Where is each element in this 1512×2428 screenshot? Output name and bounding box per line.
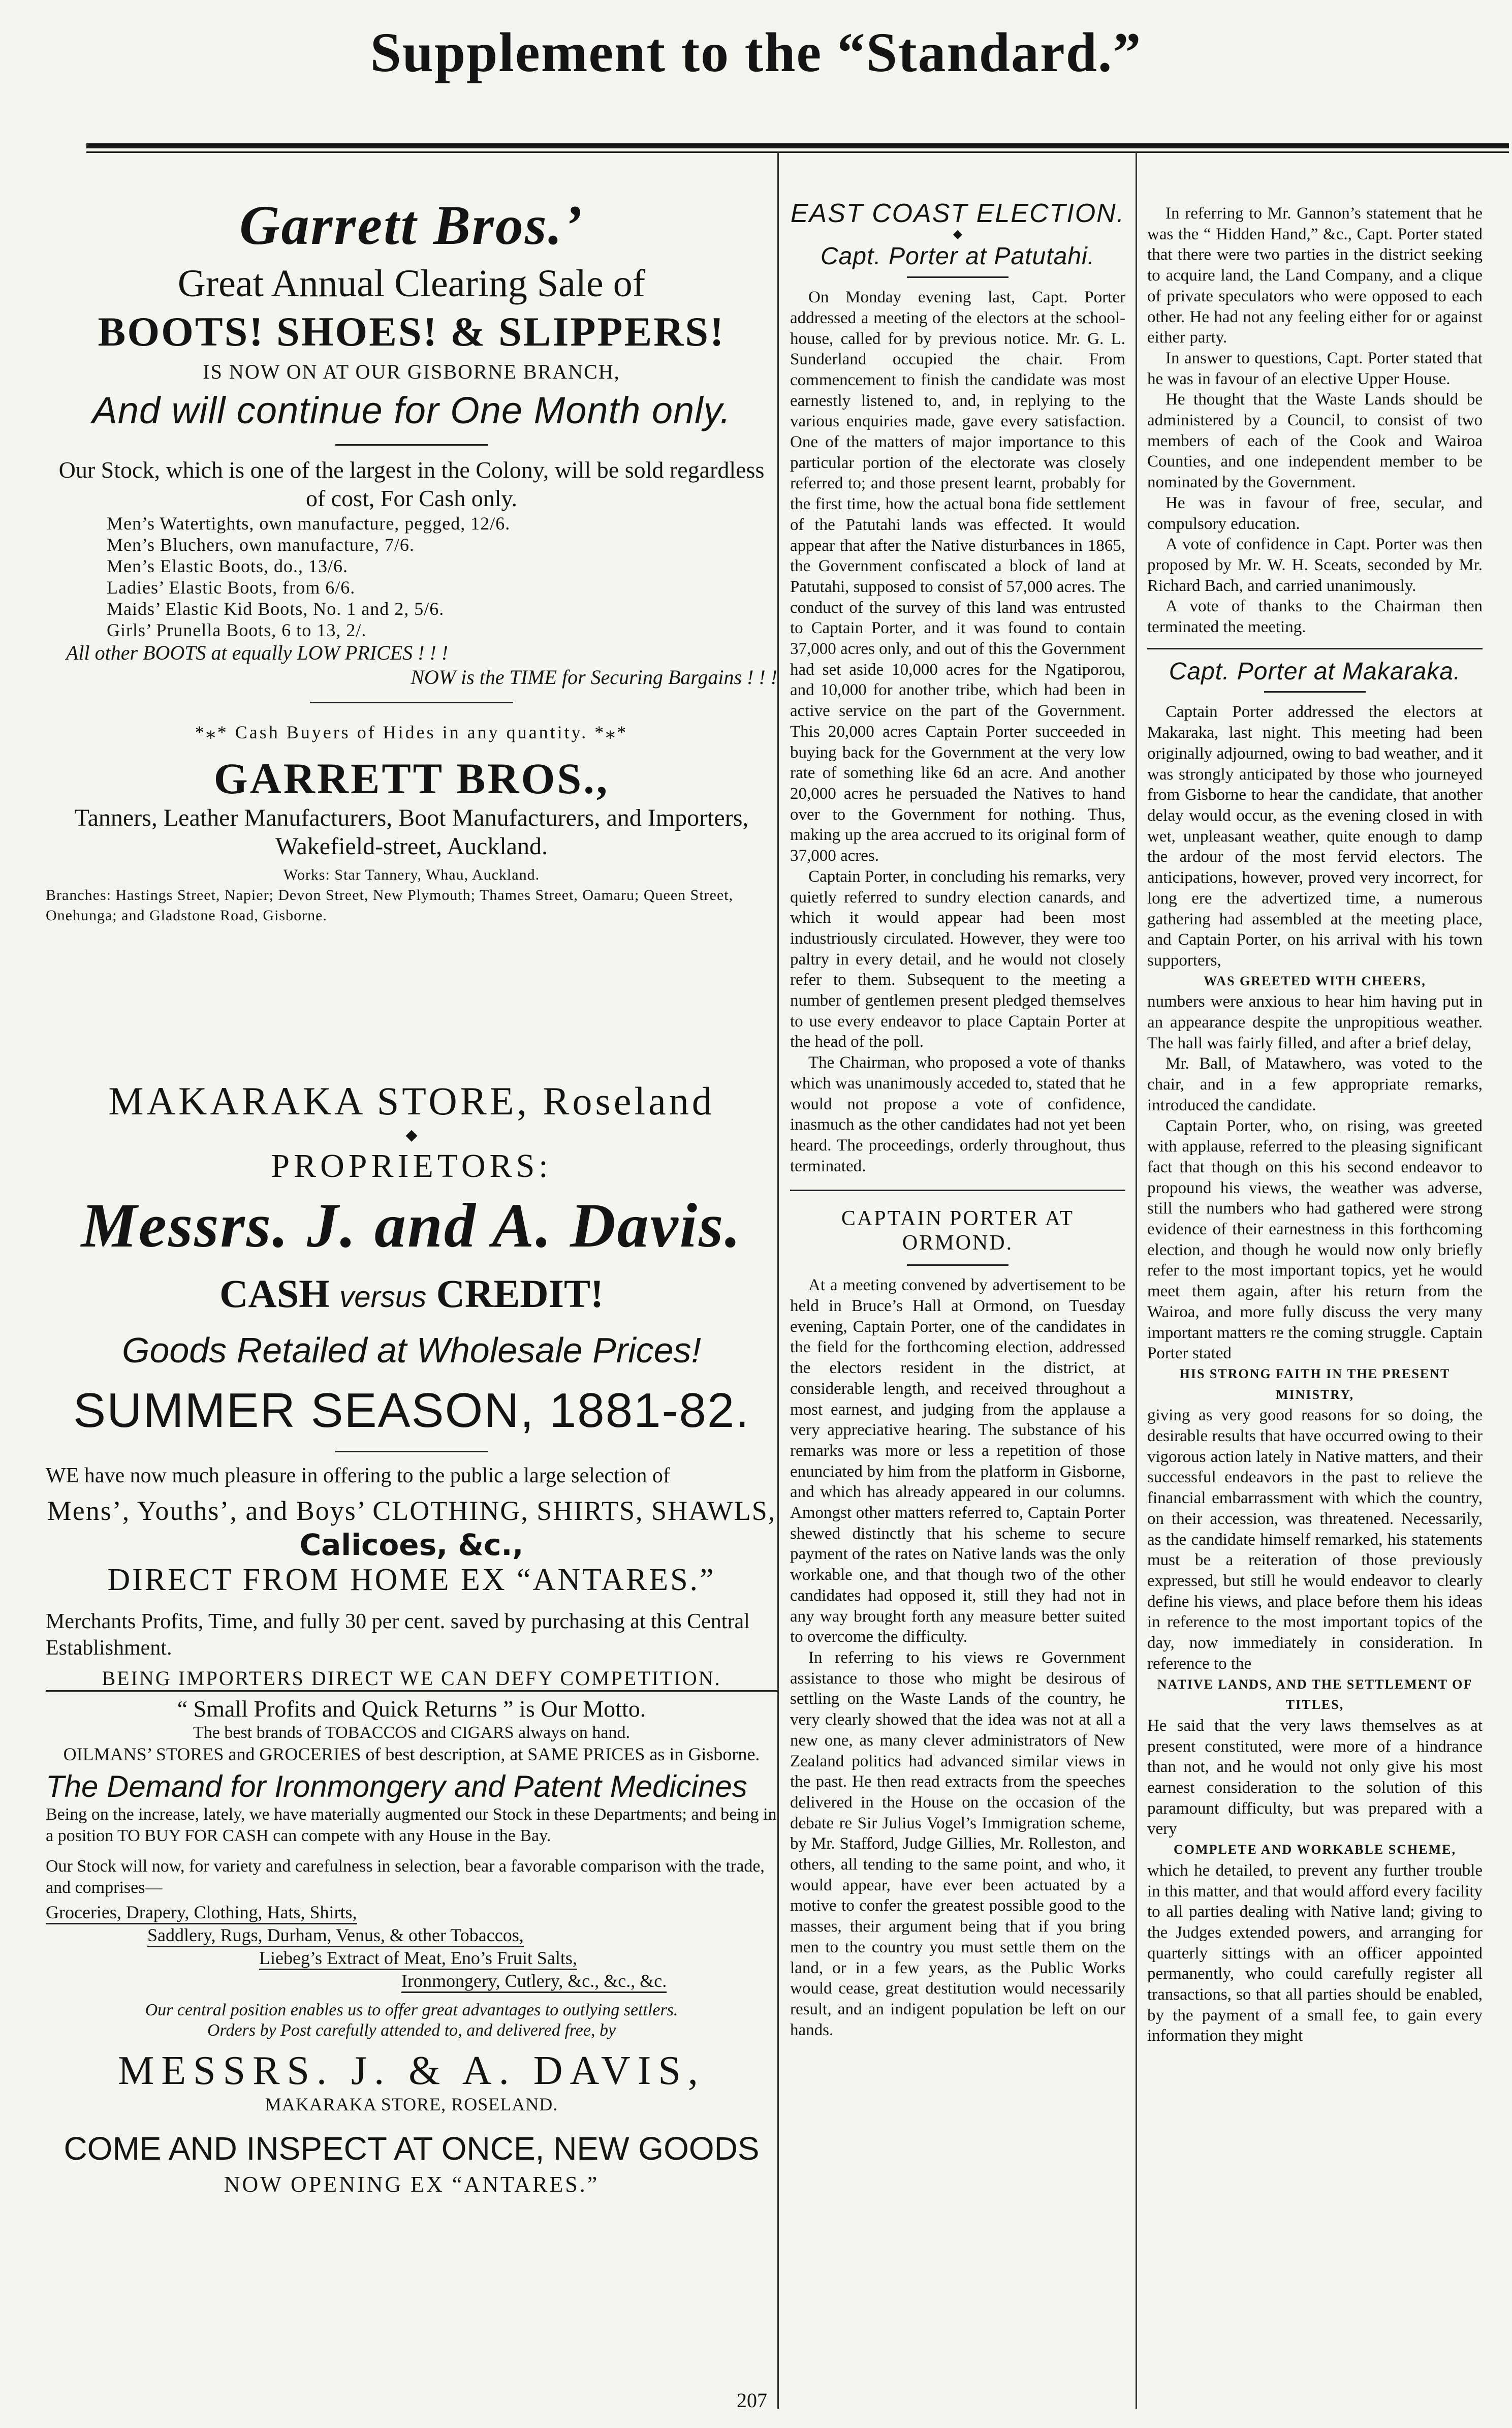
makaraka-headline: Capt. Porter at Makaraka. — [1169, 658, 1461, 685]
garrett-note-time: NOW is the TIME for Securing Bargains ! ! ! — [411, 666, 777, 689]
makaraka-orders: Orders by Post carefully attended to, and delivered free, by — [207, 2021, 616, 2040]
price-item: Maids’ Elastic Kid Boots, No. 1 and 2, 5/6. — [107, 599, 445, 619]
article-paragraph: He thought that the Waste Lands should be administered by a Council, to consist of two members of each of the Cook and Wairoa Counties, and one independent member to be nominated by the Government. — [1147, 390, 1483, 492]
makaraka-demand: The Demand for Ironmongery and Patent Medicines — [46, 1769, 747, 1803]
garrett-duration-line: And will continue for One Month only. — [92, 389, 731, 431]
article-paragraph: In referring to Mr. Gannon’s statement that he was the “ Hidden Hand,” &c., Capt. Porter stated that there were two parties in the district seeking to acquire land, the Land Company, and a clique of private speculators who were opposed to each other. He had not any feeling either for or against either party. — [1147, 204, 1483, 347]
list-item: Groceries, Drapery, Clothing, Hats, Shirts, — [46, 1902, 357, 1924]
article-paragraph: A vote of confidence in Capt. Porter was then proposed by Mr. W. H. Sceats, seconded by Mr. Richard Bach, and carried unanimously. — [1147, 535, 1483, 595]
garrett-price-list — [107, 513, 777, 641]
makaraka-importers: BEING IMPORTERS DIRECT WE CAN DEFY COMPETITION. — [46, 1666, 777, 1692]
ornament-icon: ◆ — [405, 1127, 418, 1143]
makaraka-direct: DIRECT FROM HOME EX “ANTARES.” — [107, 1563, 716, 1597]
list-item: Liebeg’s Extract of Meat, Eno’s Fruit Salts, — [259, 1947, 577, 1970]
makaraka-motto: “ Small Profits and Quick Returns ” is Our Motto. — [177, 1696, 646, 1722]
makaraka-now-opening: NOW OPENING EX “ANTARES.” — [224, 2172, 600, 2197]
makaraka-signature-sub: MAKARAKA STORE, ROSELAND. — [265, 2094, 558, 2114]
list-item: Ironmongery, Cutlery, &c., &c., &c. — [401, 1970, 667, 1993]
article-paragraph: Mr. Ball, of Matawhero, was voted to the chair, and in a few appropriate remarks, introduced the candidate. — [1147, 1054, 1483, 1114]
makaraka-tobaccos: The best brands of TOBACCOS and CIGARS always on hand. — [193, 1723, 631, 1742]
article-paragraph: The Chairman, who proposed a vote of thanks which was unanimously acceded to, stated that he would not propose a vote of confidence, inasmuch as the other candidates had not yet been heard. The proceedings, orderly throughout, thus terminated. — [790, 1053, 1125, 1175]
article-paragraph: In referring to his views re Government assistance to those who might be desirous of settling on the Waste Lands of the country, he very clearly showed that the idea was not at all a new one, as many clever administrators of New Zealand politics had advanced similar views in the past. He then read extracts from the speeches delivered in the House on the occasion of the debate re Sir Julius Vogel’s Immigration scheme, by Mr. Stafford, Judge Gillies, Mr. Rolleston, and others, all tending to the same point, and who, it would appear, have ever been actuated by a motive to confer the greatest possible good to the masses, their argument being that if you bring men to the country you must settle them on the land, or in a few years, as the Public Works would cease, great destitution would necessarily result, and an indigent population be left on our hands. — [790, 1648, 1125, 2039]
column-divider-1 — [777, 152, 779, 2409]
article-paragraph: Captain Porter addressed the electors at Makaraka, last night. This meeting had been originally adjourned, owing to bad weather, and it was strongly anticipated by those who journeyed from Gisborne to hear the candidate, that another delay would occur, as the evening closed in with wet, unpleasant weather, quite enough to damp the ardour of the most fervid electors. The anticipations, however, proved very incorrect, for long ere the advertized time, a numerous gathering had assembled at the meeting place, and Captain Porter, on his arrival with his town supporters, — [1147, 703, 1483, 970]
blank-space — [46, 926, 777, 1078]
makaraka-goods-line: Goods Retailed at Wholesale Prices! — [122, 1330, 701, 1370]
article-paragraph: giving as very good reasons for so doing, the desirable results that have occurred owing to their vigorous action lately in Native matters, and their successful endeavors in the past to relieve the financial embarrassment with which the country, on their accession, was threatened. Necessarily, as the candidate himself remarked, his statements must be a reiteration of those previously expressed, but still he would endeavor to clearly define his views, and place before them his ideas in reference to the most important topics of the day, now immediately in consideration. In reference to the — [1147, 1406, 1483, 1673]
garrett-sale-line: Great Annual Clearing Sale of — [177, 262, 646, 305]
garrett-stock-text: Our Stock, which is one of the largest in the Colony, will be sold regardless of cost, For Cash only. — [58, 457, 765, 511]
divider-rule — [907, 276, 1009, 278]
article-paragraph: numbers were anxious to hear him having put in an appearance despite the unpropitious weather. The hall was fairly filled, and after a brief delay, — [1147, 992, 1483, 1052]
divider-rule — [335, 1451, 488, 1452]
article-paragraph: Captain Porter, who, on rising, was greeted with applause, referred to the pleasing significant fact that though on this his second endeavor to propound his views, the weather was adverse, still the numbers who had gathered were strong evidence of their earnestness in this forthcoming election, and though he would now only briefly refer to the most important topics, yet he would meet them again, after his return from the Wairoa, and more fully discuss the very many important matters re the coming struggle. Captain Porter stated — [1147, 1116, 1483, 1363]
makaraka-advertisement — [46, 1078, 777, 2197]
garrett-hides-line: *⁎* Cash Buyers of Hides in any quantity. *⁎* — [195, 722, 628, 742]
makaraka-season: SUMMER SEASON, 1881-82. — [73, 1383, 750, 1438]
garrett-branch-line: IS NOW ON AT OUR GISBORNE BRANCH, — [203, 360, 620, 383]
article-paragraph: On Monday evening last, Capt. Porter addressed a meeting of the electors at the school-house, called for by previous notice. Mr. G. L. Sunderland occupied the chair. From commencement to finish the candidate was most earnestly listened to, and, in replying to the various enquiries made, gave every satisfaction. One of the matters of major importance to this particular portion of the electorate was closely referred to; and those present learnt, probably for the first time, how the actual bona fide settlement of the Patutahi lands was effected. It would appear that after the Native disturbances in 1865, the Government confiscated a block of land at Patutahi, supposed to consist of 57,000 acres. The conduct of the survey of this land was entrusted to Captain Porter, and it was found to contain 37,000 acres only, and out of this the Government had set aside 10,000 acres for the Ngatiporou, and 10,000 for another tribe, which had been in active service on the part of the Government. This 20,000 acres Captain Porter succeeded in buying back for the Government at the very low rate of something like 6d an acre. And another 20,000 acres he persuaded the Natives to hand over to the Government for nothing. Thus, making up the area accrued to its original form of 37,000 acres. — [790, 288, 1125, 865]
makaraka-owners: Messrs. J. and A. Davis. — [81, 1191, 742, 1260]
makaraka-cash-line — [46, 1271, 777, 1317]
credit-word: CREDIT! — [436, 1271, 604, 1316]
article-paragraph: He said that the very laws themselves as at present constituted, were more of a hindrance than not, and he would not only give his most earnest consideration to the solution of this paramount difficulty, but was prepared with a very — [1147, 1716, 1483, 1839]
garrett-works: Works: Star Tannery, Whau, Auckland. — [283, 866, 540, 883]
garrett-firm-name: Garrett Bros.’ — [239, 194, 584, 256]
article-paragraph: At a meeting convened by advertisement to be held in Bruce’s Hall at Ormond, on Tuesday evening, Captain Porter, one of the candidates in the field for the forthcoming election, addressed the electors resident in the district, at considerable length, and received throughout a most earnest, and judging from the applause a very appreciative hearing. The substance of his remarks was more or less a repetition of those enunciated by him from the platform in Gisborne, and which has already appeared in our columns. Amongst other matters referred to, Captain Porter shewed distinctly that his scheme to secure payment of the rates on Native lands was the only workable one, and that though two of the other candidates had opposed it, still they had not in any way brought forth any measure better suited to overcome the difficulty. — [790, 1276, 1125, 1646]
price-item: Girls’ Prunella Boots, 6 to 13, 2/. — [107, 620, 367, 640]
article-separator — [790, 1190, 1125, 1191]
makaraka-merchants: Merchants Profits, Time, and fully 30 per cent. saved by purchasing at this Central Establishment. — [46, 1610, 750, 1660]
makaraka-increase: Being on the increase, lately, we have materially augmented our Stock in these Departments; and being in a position TO BUY FOR CASH can compete with any House in the Bay. — [46, 1805, 777, 1845]
price-item: Men’s Watertights, own manufacture, pegged, 12/6. — [107, 513, 511, 534]
middle-news-column — [790, 199, 1125, 2040]
sidehead: NATIVE LANDS, AND THE SETTLEMENT OF TITLES, — [1157, 1676, 1473, 1713]
price-item: Men’s Elastic Boots, do., 13/6. — [107, 556, 348, 576]
garrett-firm-name-2: GARRETT BROS., — [213, 754, 610, 803]
garrett-trades: Tanners, Leather Manufacturers, Boot Manufacturers, and Importers, Wakefield-street, Auckland. — [74, 804, 749, 860]
divider-rule — [335, 444, 488, 446]
advertisements-column — [46, 193, 777, 2197]
makaraka-item-list — [46, 1902, 777, 1993]
price-item: Men’s Bluchers, own manufacture, 7/6. — [107, 535, 415, 555]
garrett-products-line: BOOTS! SHOES! & SLIPPERS! — [98, 308, 726, 355]
divider-rule — [1264, 691, 1366, 693]
makaraka-signature: MESSRS. J. & A. DAVIS, — [118, 2048, 705, 2093]
masthead-rule-thick — [86, 143, 1509, 148]
election-headline: EAST COAST ELECTION. — [790, 199, 1125, 228]
sidehead: COMPLETE AND WORKABLE SCHEME, — [1174, 1842, 1456, 1857]
garrett-branches: Branches: Hastings Street, Napier; Devon Street, New Plymouth; Thames Street, Oamaru; Queen Street, Onehunga; and Gladstone Road, Gisborne. — [46, 887, 734, 924]
makaraka-come-inspect: COME AND INSPECT AT ONCE, NEW GOODS — [64, 2130, 760, 2167]
sidehead: WAS GREETED WITH CHEERS, — [1204, 973, 1426, 988]
sidehead: HIS STRONG FAITH IN THE PRESENT MINISTRY, — [1179, 1366, 1451, 1402]
article-separator — [1147, 648, 1483, 649]
ornament-icon: ◆ — [953, 227, 963, 241]
cash-word: CASH — [219, 1271, 330, 1316]
list-item: Saddlery, Rugs, Durham, Venus, & other Tobaccos, — [147, 1924, 524, 1947]
makaraka-intro: WE have now much pleasure in offering to the public a large selection of — [46, 1464, 670, 1487]
versus-word: versus — [339, 1281, 427, 1314]
makaraka-central: Our central position enables us to offer great advantages to outlying settlers. — [145, 2001, 678, 2019]
garrett-note-low-prices: All other BOOTS at equally LOW PRICES ! ! ! — [66, 641, 449, 664]
garrett-advertisement — [46, 193, 777, 926]
divider-rule — [907, 1264, 1009, 1266]
patutahi-subheadline: Capt. Porter at Patutahi. — [821, 243, 1095, 270]
makaraka-clothing: Mens’, Youths’, and Boys’ CLOTHING, SHIRTS, SHAWLS, — [47, 1496, 776, 1526]
makaraka-oilmans: OILMANS’ STORES and GROCERIES of best description, at SAME PRICES as in Gisborne. — [63, 1744, 760, 1764]
article-paragraph: which he detailed, to prevent any further trouble in this matter, and that would afford every facility to all parties dealing with Native land; giving to the Judges extended powers, and arranging for quarterly sittings with an officer appointed permanently, who could carefully register all transactions, so that all parties should be enabled, by the payment of a small fee, to gain every information they might — [1147, 1861, 1483, 2045]
makaraka-title: MAKARAKA STORE, Roseland — [108, 1079, 715, 1123]
column-divider-2 — [1136, 152, 1137, 2409]
makaraka-calicoes: Calicoes, &c., — [299, 1528, 524, 1562]
article-paragraph: In answer to questions, Capt. Porter stated that he was in favour of an elective Upper House. — [1147, 349, 1483, 388]
right-news-column — [1147, 203, 1483, 2046]
article-paragraph: A vote of thanks to the Chairman then terminated the meeting. — [1147, 597, 1483, 637]
masthead: Supplement to the “Standard.” — [370, 21, 1142, 83]
makaraka-stock: Our Stock will now, for variety and carefulness in selection, bear a favorable comparison with the trade, and comprises— — [46, 1857, 765, 1897]
ormond-headline: CAPTAIN PORTER AT ORMOND. — [841, 1207, 1075, 1255]
page-number: 207 — [737, 2389, 767, 2412]
divider-rule — [310, 702, 513, 703]
masthead-rule-thin — [86, 151, 1509, 153]
price-item: Ladies’ Elastic Boots, from 6/6. — [107, 577, 356, 598]
article-paragraph: He was in favour of free, secular, and compulsory education. — [1147, 493, 1483, 533]
article-paragraph: Captain Porter, in concluding his remarks, very quietly referred to sundry election canards, and which it would appear had been most industriously circulated. However, they were too paltry in every detail, and he would not closely refer to them. Subsequent to the meeting a number of gentlemen present pledged themselves to use every endeavor to place Captain Porter at the head of the poll. — [790, 867, 1125, 1051]
makaraka-proprietors: PROPRIETORS: — [271, 1147, 552, 1185]
